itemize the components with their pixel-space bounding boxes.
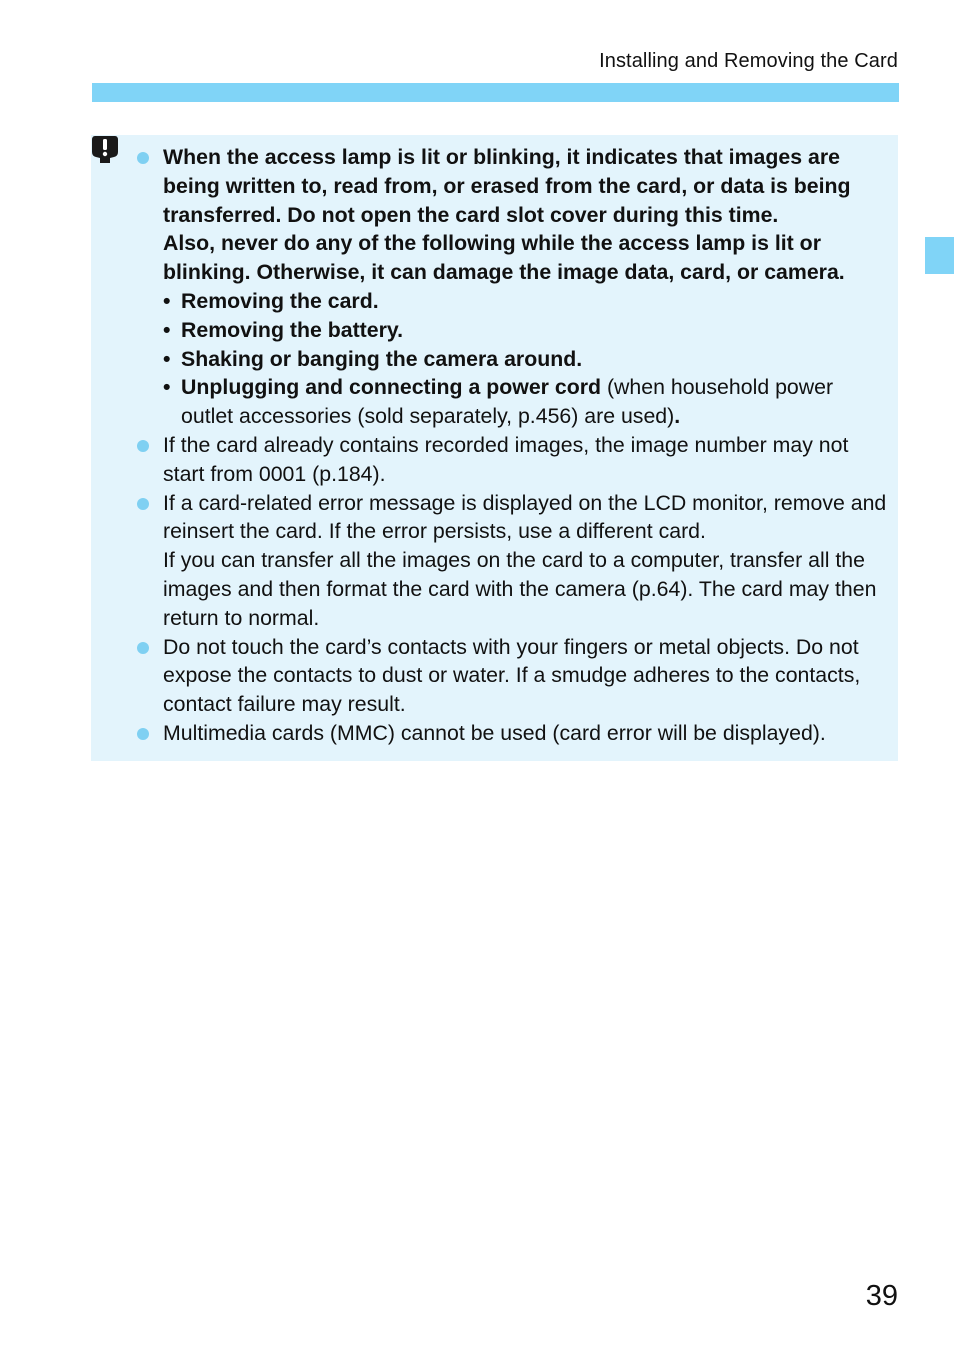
running-head: Installing and Removing the Card: [599, 50, 898, 72]
item-text: When the access lamp is lit or blinking, it indicates that images are being written to, read from, or erased from the card, or data is being transferred. Do not open the card slot cover during this time.: [163, 145, 851, 227]
caution-list: [137, 143, 887, 748]
sub-list-item: • Unplugging and connecting a power cord (when household power outlet accessories (sold separately, p.456) are used).: [163, 375, 834, 429]
list-item: [137, 633, 887, 719]
item-text: Do not touch the card’s contacts with your fingers or metal objects. Do not expose the contacts to dust or water. If a smudge adheres to the contacts, contact failure may result.: [163, 634, 861, 717]
list-item: [137, 143, 887, 431]
caution-box: [91, 135, 898, 761]
bullet-dot-icon: [137, 498, 149, 510]
list-item: [137, 489, 887, 633]
item-text: Multimedia cards (MMC) cannot be used (card error will be displayed).: [163, 720, 826, 745]
sub-list-item: • Shaking or banging the camera around.: [163, 346, 583, 371]
page-number: 39: [865, 1280, 898, 1312]
header-rule: [92, 83, 899, 102]
item-text: If a card-related error message is displayed on the LCD monitor, remove and reinsert the card. If the error persists, use a different card.: [163, 490, 887, 544]
chapter-tab: [925, 237, 954, 274]
sub-list-item: • Removing the battery.: [163, 317, 404, 342]
item-text: Also, never do any of the following while the access lamp is lit or blinking. Otherwise, it can damage the image data, card, or camera.: [163, 231, 845, 285]
bullet-dot-icon: [137, 152, 149, 164]
item-text: If you can transfer all the images on the card to a computer, transfer all the images and then format the card with the camera (p.64). The card may then return to normal.: [163, 548, 877, 630]
sub-list: [163, 287, 887, 431]
item-text: If the card already contains recorded images, the image number may not start from 0001 (p.184).: [163, 432, 849, 486]
bullet-dot-icon: [137, 440, 149, 452]
bullet-dot-icon: [137, 728, 149, 740]
bullet-dot-icon: [137, 642, 149, 654]
caution-icon: [91, 135, 119, 165]
list-item: [137, 719, 887, 748]
sub-list-item: • Removing the card.: [163, 288, 379, 313]
list-item: [137, 431, 887, 489]
